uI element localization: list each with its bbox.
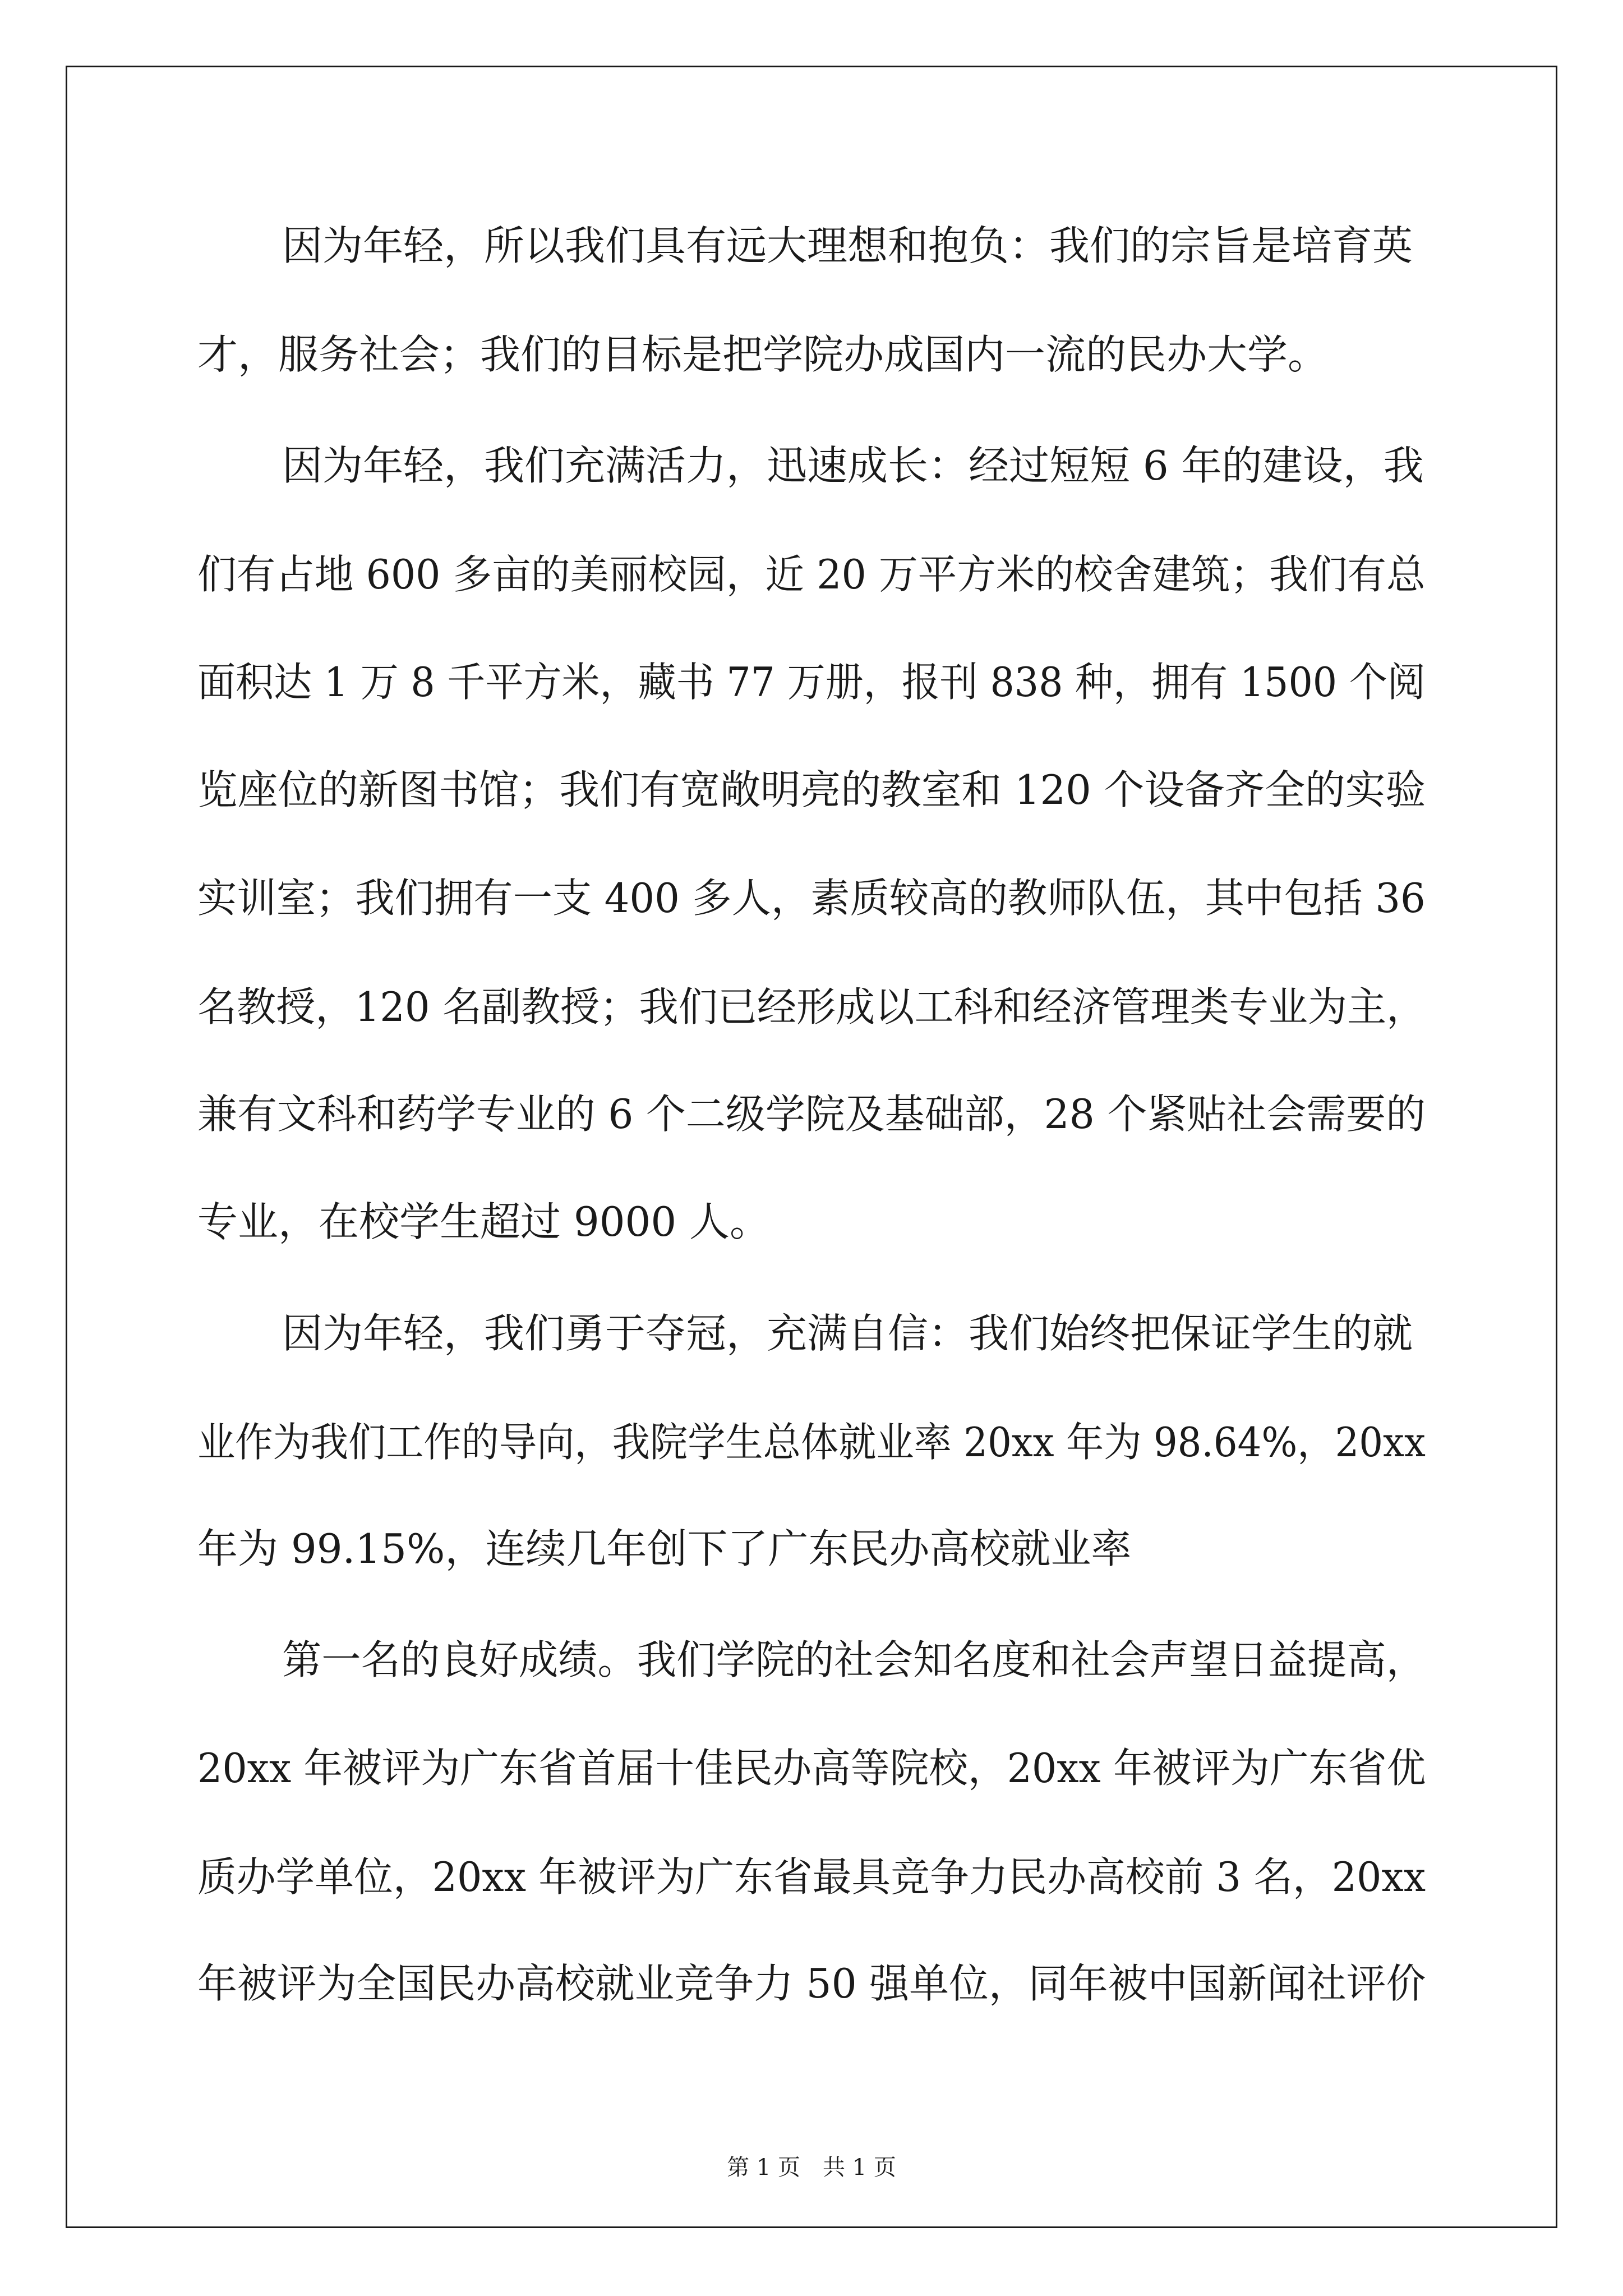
text-line: 才，服务社会；我们的目标是把学院办成国内一流的民办大学。	[197, 331, 1329, 378]
text-line: 览座位的新图书馆；我们有宽敞明亮的教室和 120 个设备齐全的实验	[197, 766, 1426, 813]
text-line: 因为年轻，所以我们具有远大理想和抱负：我们的宗旨是培育英	[282, 222, 1413, 269]
text-line: 第一名的良好成绩。我们学院的社会知名度和社会声望日益提高，	[282, 1636, 1426, 1683]
text-line: 实训室；我们拥有一支 400 多人，素质较高的教师队伍，其中包括 36	[197, 875, 1426, 922]
text-line: 专业，在校学生超过 9000 人。	[197, 1198, 771, 1245]
text-line: 因为年轻，我们充满活力，迅速成长：经过短短 6 年的建设，我	[282, 442, 1424, 489]
text-line: 业作为我们工作的导向，我院学生总体就业率 20xx 年为 98.64%，20xx	[197, 1419, 1426, 1466]
text-line: 兼有文科和药学专业的 6 个二级学院及基础部，28 个紧贴社会需要的	[197, 1091, 1426, 1138]
page-number-footer: 第 1 页 共 1 页	[727, 2155, 896, 2180]
text-line: 年为 99.15%，连续几年创下了广东民办高校就业率	[197, 1525, 1132, 1572]
text-line: 质办学单位，20xx 年被评为广东省最具竞争力民办高校前 3 名，20xx	[197, 1853, 1426, 1901]
text-line: 因为年轻，我们勇于夺冠，充满自信：我们始终把保证学生的就	[282, 1310, 1413, 1357]
text-line: 年被评为全国民办高校就业竞争力 50 强单位，同年被中国新闻社评价	[197, 1960, 1426, 2007]
text-line: 面积达 1 万 8 千平方米，藏书 77 万册，报刊 838 种，拥有 1500 个阅	[197, 659, 1426, 706]
text-line: 20xx 年被评为广东省首届十佳民办高等院校，20xx 年被评为广东省优	[197, 1745, 1426, 1792]
text-line: 们有占地 600 多亩的美丽校园，近 20 万平方米的校舍建筑；我们有总	[197, 551, 1426, 598]
text-line: 名教授，120 名副教授；我们已经形成以工科和经济管理类专业为主，	[197, 983, 1426, 1030]
